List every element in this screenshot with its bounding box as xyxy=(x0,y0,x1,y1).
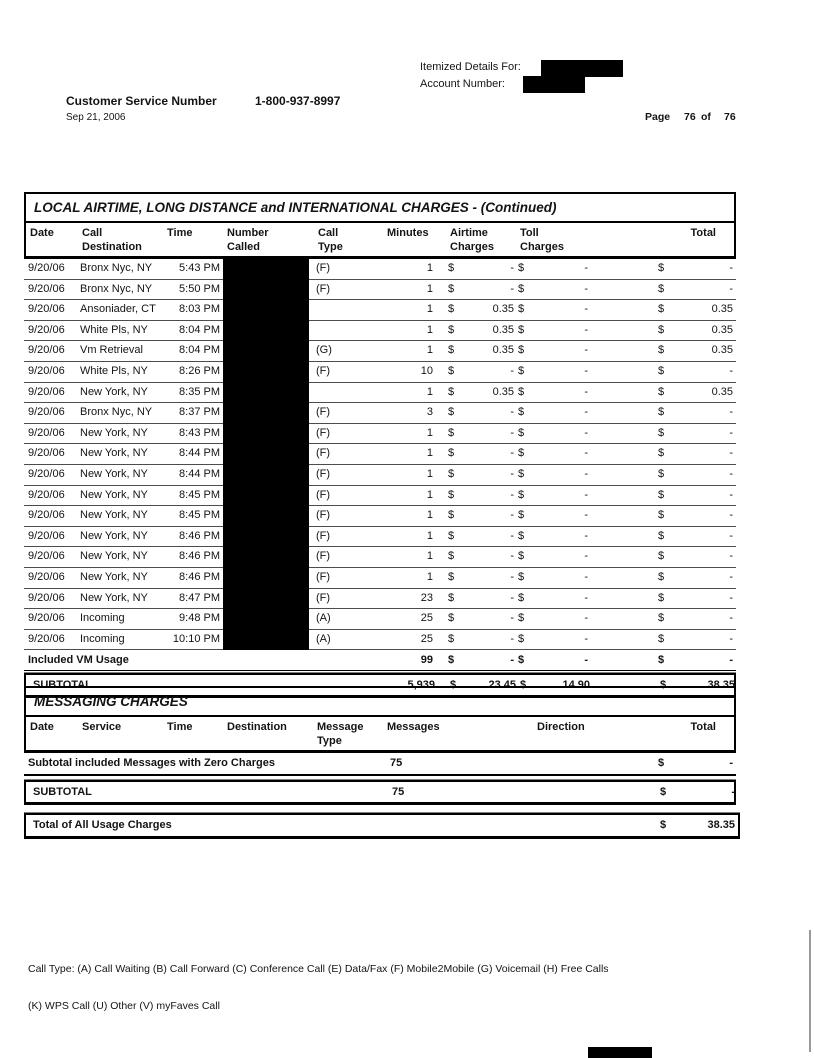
row-time: 8:46 PM xyxy=(179,529,220,542)
row-total: - xyxy=(729,509,733,522)
row-minutes: 1 xyxy=(426,426,433,439)
row-call-destination: Ansoniader, CT xyxy=(80,303,156,316)
customer-service-label: Customer Service Number xyxy=(66,94,217,108)
row-call-destination: New York, NY xyxy=(80,447,148,460)
row-airtime-dollar: $ xyxy=(448,447,455,460)
row-call-type: (F) xyxy=(316,509,331,522)
row-time: 8:03 PM xyxy=(179,303,220,316)
redaction-mark-bottom xyxy=(588,1047,652,1058)
airtime-table-title: LOCAL AIRTIME, LONG DISTANCE and INTERNATIONAL CHARGES - (Continued) xyxy=(24,192,736,223)
row-call-type: (F) xyxy=(316,262,331,274)
row-toll-charge: - xyxy=(584,550,588,563)
row-toll-charge: - xyxy=(584,488,588,501)
row-total-dollar: $ xyxy=(658,303,665,316)
table-row xyxy=(24,300,736,321)
row-airtime-charge: 0.35 xyxy=(492,344,514,357)
row-time: 8:46 PM xyxy=(179,550,220,563)
row-time: 8:45 PM xyxy=(179,488,220,501)
row-minutes: 1 xyxy=(426,509,433,522)
row-time: 8:47 PM xyxy=(179,591,220,604)
row-airtime-charge: - xyxy=(510,529,514,542)
row-total: - xyxy=(729,529,733,542)
row-airtime-dollar: $ xyxy=(448,282,455,295)
row-minutes: 1 xyxy=(426,570,433,583)
row-call-destination: New York, NY xyxy=(80,570,148,583)
row-toll-dollar: $ xyxy=(518,447,525,460)
row-airtime-charge: - xyxy=(510,447,514,460)
row-minutes: 1 xyxy=(426,385,433,398)
col-header-total: Total xyxy=(690,721,716,733)
row-minutes: 1 xyxy=(426,303,433,316)
row-airtime-charge: - xyxy=(510,488,514,501)
row-toll-dollar: $ xyxy=(518,529,525,542)
row-total-dollar: $ xyxy=(658,550,665,563)
col-header-date: Date xyxy=(30,721,54,733)
row-total: 0.35 xyxy=(711,385,733,398)
row-call-destination: White Pls, NY xyxy=(80,364,148,377)
row-call-type: (F) xyxy=(316,406,331,419)
row-call-destination: New York, NY xyxy=(80,488,148,501)
row-date: 9/20/06 xyxy=(28,364,65,377)
table-row xyxy=(24,486,736,507)
row-airtime-charge: - xyxy=(510,282,514,295)
row-date: 9/20/06 xyxy=(28,323,65,336)
messaging-table-title: MESSAGING CHARGES xyxy=(24,686,736,717)
row-total: - xyxy=(729,612,733,625)
statement-date: Sep 21, 2006 xyxy=(66,112,126,123)
row-total: 0.35 xyxy=(711,323,733,336)
row-airtime-charge: - xyxy=(510,509,514,522)
row-minutes: 25 xyxy=(420,632,433,645)
row-total: - xyxy=(729,550,733,563)
row-airtime-dollar: $ xyxy=(448,323,455,336)
row-airtime-dollar: $ xyxy=(448,344,455,357)
row-total-dollar: $ xyxy=(658,426,665,439)
row-call-destination: White Pls, NY xyxy=(80,323,148,336)
airtime-rows xyxy=(24,259,736,650)
row-call-type: (G) xyxy=(316,344,332,357)
row-total-dollar: $ xyxy=(658,262,665,274)
col-header-time: Time xyxy=(167,721,193,733)
row-date: 9/20/06 xyxy=(28,303,65,316)
row-total: - xyxy=(729,488,733,501)
row-date: 9/20/06 xyxy=(28,426,65,439)
table-row xyxy=(24,506,736,527)
row-time: 8:43 PM xyxy=(179,426,220,439)
row-toll-dollar: $ xyxy=(518,570,525,583)
messaging-charges-table xyxy=(24,686,736,804)
table-row xyxy=(24,568,736,589)
col-header-airtime-charges: Airtime Charges xyxy=(450,227,495,253)
row-airtime-charge: - xyxy=(510,550,514,563)
row-toll-charge: - xyxy=(584,467,588,480)
included-vm-usage-row: Included VM Usage 99 $ - $ - $ - xyxy=(24,650,736,671)
zero-charges-label: Subtotal included Messages with Zero Charges xyxy=(28,757,275,769)
table-row xyxy=(24,547,736,568)
row-toll-dollar: $ xyxy=(518,509,525,522)
row-toll-dollar: $ xyxy=(518,632,525,645)
row-toll-charge: - xyxy=(584,529,588,542)
row-date: 9/20/06 xyxy=(28,385,65,398)
redacted-number-called-column xyxy=(223,259,309,650)
row-total-dollar: $ xyxy=(658,385,665,398)
row-date: 9/20/06 xyxy=(28,447,65,460)
col-header-time: Time xyxy=(167,227,193,239)
row-toll-charge: - xyxy=(584,303,588,316)
row-total-dollar: $ xyxy=(658,406,665,419)
row-toll-charge: - xyxy=(584,364,588,377)
row-time: 10:10 PM xyxy=(172,632,220,645)
row-toll-dollar: $ xyxy=(518,550,525,563)
row-airtime-charge: 0.35 xyxy=(492,303,514,316)
col-header-call-destination: Call Destination xyxy=(82,227,142,253)
col-header-date: Date xyxy=(30,227,54,239)
table-row xyxy=(24,362,736,383)
row-total: - xyxy=(729,632,733,645)
table-row xyxy=(24,609,736,630)
total-usage-charges-label: Total of All Usage Charges xyxy=(33,819,172,831)
row-call-type: (F) xyxy=(316,488,331,501)
col-header-call-type: Call Type xyxy=(318,227,343,253)
row-airtime-dollar: $ xyxy=(448,612,455,625)
table-row xyxy=(24,465,736,486)
row-airtime-dollar: $ xyxy=(448,303,455,316)
call-type-legend-line1: Call Type: (A) Call Waiting (B) Call Forward (C) Conference Call (E) Data/Fax (F) Mobile2Mobile (G) Voicemail (H) Free Calls xyxy=(28,963,609,975)
row-toll-dollar: $ xyxy=(518,406,525,419)
table-row xyxy=(24,403,736,424)
redacted-customer-name xyxy=(541,60,623,77)
row-total: - xyxy=(729,591,733,604)
row-date: 9/20/06 xyxy=(28,262,65,274)
row-call-destination: Bronx Nyc, NY xyxy=(80,282,153,295)
row-minutes: 1 xyxy=(426,488,433,501)
row-call-destination: New York, NY xyxy=(80,529,148,542)
page-label: Page xyxy=(645,111,671,123)
page-current: 76 xyxy=(684,111,696,123)
row-airtime-charge: - xyxy=(510,426,514,439)
row-toll-charge: - xyxy=(584,426,588,439)
row-airtime-charge: - xyxy=(510,612,514,625)
row-call-type: (F) xyxy=(316,591,331,604)
row-call-destination: New York, NY xyxy=(80,385,148,398)
row-call-type: (A) xyxy=(316,612,331,625)
table-row xyxy=(24,444,736,465)
row-airtime-dollar: $ xyxy=(448,385,455,398)
row-time: 9:48 PM xyxy=(179,612,220,625)
row-airtime-charge: - xyxy=(510,591,514,604)
row-time: 8:37 PM xyxy=(179,406,220,419)
call-type-legend-line2: (K) WPS Call (U) Other (V) myFaves Call xyxy=(28,1000,220,1012)
row-date: 9/20/06 xyxy=(28,632,65,645)
row-call-type: (F) xyxy=(316,550,331,563)
row-airtime-dollar: $ xyxy=(448,550,455,563)
airtime-table-header xyxy=(24,223,736,259)
row-time: 8:46 PM xyxy=(179,570,220,583)
row-toll-dollar: $ xyxy=(518,488,525,501)
col-header-number-called: Number Called xyxy=(227,227,269,253)
row-call-type: (F) xyxy=(316,570,331,583)
messaging-subtotal-row: SUBTOTAL 75 $ - xyxy=(24,780,736,804)
table-row xyxy=(24,341,736,362)
row-toll-charge: - xyxy=(584,282,588,295)
row-call-type: (F) xyxy=(316,426,331,439)
row-time: 8:26 PM xyxy=(179,364,220,377)
airtime-subtotal-row: SUBTOTAL 5,939 $ 23.45 $ 14.90 $ 38.35 xyxy=(24,673,736,697)
row-toll-dollar: $ xyxy=(518,467,525,480)
row-date: 9/20/06 xyxy=(28,467,65,480)
row-date: 9/20/06 xyxy=(28,406,65,419)
row-toll-charge: - xyxy=(584,612,588,625)
row-toll-dollar: $ xyxy=(518,426,525,439)
row-time: 5:50 PM xyxy=(179,282,220,295)
row-total-dollar: $ xyxy=(658,323,665,336)
scan-artifact-line xyxy=(809,930,811,1052)
row-toll-charge: - xyxy=(584,447,588,460)
row-toll-dollar: $ xyxy=(518,344,525,357)
row-toll-charge: - xyxy=(584,406,588,419)
row-toll-dollar: $ xyxy=(518,282,525,295)
row-minutes: 1 xyxy=(426,529,433,542)
col-header-service: Service xyxy=(82,721,122,733)
row-airtime-dollar: $ xyxy=(448,262,455,274)
row-airtime-charge: 0.35 xyxy=(492,385,514,398)
row-toll-charge: - xyxy=(584,344,588,357)
col-header-messages: Messages xyxy=(387,721,440,733)
row-minutes: 1 xyxy=(426,323,433,336)
row-total: - xyxy=(729,406,733,419)
row-total-dollar: $ xyxy=(658,591,665,604)
col-header-toll-charges: Toll Charges xyxy=(520,227,565,253)
row-airtime-dollar: $ xyxy=(448,426,455,439)
row-toll-charge: - xyxy=(584,591,588,604)
row-airtime-dollar: $ xyxy=(448,406,455,419)
row-total: - xyxy=(729,262,733,274)
row-airtime-dollar: $ xyxy=(448,364,455,377)
row-toll-dollar: $ xyxy=(518,323,525,336)
row-time: 8:35 PM xyxy=(179,385,220,398)
row-call-destination: Bronx Nyc, NY xyxy=(80,262,153,274)
row-date: 9/20/06 xyxy=(28,344,65,357)
table-row xyxy=(24,589,736,610)
row-total-dollar: $ xyxy=(658,447,665,460)
col-header-total: Total xyxy=(690,227,716,239)
vm-usage-label: Included VM Usage xyxy=(28,654,129,667)
col-header-message-type: Message Type xyxy=(317,721,364,747)
row-toll-charge: - xyxy=(584,262,588,274)
row-minutes: 1 xyxy=(426,467,433,480)
page-total: 76 xyxy=(724,111,736,123)
row-call-destination: New York, NY xyxy=(80,550,148,563)
row-airtime-charge: 0.35 xyxy=(492,323,514,336)
row-minutes: 3 xyxy=(426,406,433,419)
row-toll-dollar: $ xyxy=(518,591,525,604)
row-time: 8:04 PM xyxy=(179,344,220,357)
row-date: 9/20/06 xyxy=(28,488,65,501)
row-toll-charge: - xyxy=(584,632,588,645)
table-row xyxy=(24,321,736,342)
row-toll-charge: - xyxy=(584,323,588,336)
row-toll-dollar: $ xyxy=(518,262,525,274)
row-airtime-charge: - xyxy=(510,364,514,377)
row-total-dollar: $ xyxy=(658,282,665,295)
table-row xyxy=(24,527,736,548)
row-total: - xyxy=(729,364,733,377)
row-call-type: (F) xyxy=(316,529,331,542)
table-row xyxy=(24,259,736,280)
row-total-dollar: $ xyxy=(658,509,665,522)
row-time: 8:45 PM xyxy=(179,509,220,522)
row-airtime-dollar: $ xyxy=(448,488,455,501)
row-time: 5:43 PM xyxy=(179,262,220,274)
row-total: - xyxy=(729,447,733,460)
row-date: 9/20/06 xyxy=(28,591,65,604)
messaging-subtotal-label: SUBTOTAL xyxy=(33,786,92,798)
row-airtime-dollar: $ xyxy=(448,591,455,604)
row-airtime-dollar: $ xyxy=(448,570,455,583)
row-total: - xyxy=(729,570,733,583)
row-toll-charge: - xyxy=(584,385,588,398)
row-total: 0.35 xyxy=(711,344,733,357)
row-call-type: (F) xyxy=(316,467,331,480)
row-minutes: 1 xyxy=(426,262,433,274)
row-total-dollar: $ xyxy=(658,570,665,583)
airtime-subtotal-label: SUBTOTAL xyxy=(33,679,92,692)
row-date: 9/20/06 xyxy=(28,570,65,583)
table-row xyxy=(24,424,736,445)
row-minutes: 25 xyxy=(420,612,433,625)
table-row xyxy=(24,630,736,651)
row-time: 8:04 PM xyxy=(179,323,220,336)
row-date: 9/20/06 xyxy=(28,550,65,563)
row-toll-dollar: $ xyxy=(518,612,525,625)
row-toll-dollar: $ xyxy=(518,303,525,316)
airtime-charges-table xyxy=(24,192,736,697)
row-call-destination: Incoming xyxy=(80,632,125,645)
row-airtime-dollar: $ xyxy=(448,632,455,645)
row-minutes: 1 xyxy=(426,447,433,460)
row-call-type: (F) xyxy=(316,447,331,460)
row-minutes: 1 xyxy=(426,550,433,563)
row-toll-charge: - xyxy=(584,570,588,583)
row-total-dollar: $ xyxy=(658,632,665,645)
row-call-type: (F) xyxy=(316,282,331,295)
row-total-dollar: $ xyxy=(658,612,665,625)
row-call-destination: New York, NY xyxy=(80,467,148,480)
row-call-destination: Incoming xyxy=(80,612,125,625)
row-airtime-charge: - xyxy=(510,406,514,419)
row-total: 0.35 xyxy=(711,303,733,316)
row-time: 8:44 PM xyxy=(179,447,220,460)
row-airtime-charge: - xyxy=(510,262,514,274)
row-call-type: (F) xyxy=(316,364,331,377)
row-airtime-dollar: $ xyxy=(448,529,455,542)
row-minutes: 10 xyxy=(420,364,433,377)
redacted-account-number xyxy=(523,76,585,93)
row-date: 9/20/06 xyxy=(28,529,65,542)
customer-service-number: 1-800-937-8997 xyxy=(255,94,341,108)
messaging-table-header xyxy=(24,717,736,753)
row-airtime-dollar: $ xyxy=(448,467,455,480)
row-toll-dollar: $ xyxy=(518,385,525,398)
account-number-label: Account Number: xyxy=(420,78,505,90)
col-header-direction: Direction xyxy=(537,721,585,733)
col-header-destination: Destination xyxy=(227,721,287,733)
row-total-dollar: $ xyxy=(658,467,665,480)
itemized-details-label: Itemized Details For: xyxy=(420,61,521,73)
row-total: - xyxy=(729,426,733,439)
row-total: - xyxy=(729,467,733,480)
row-total: - xyxy=(729,282,733,295)
row-call-destination: New York, NY xyxy=(80,509,148,522)
row-total-dollar: $ xyxy=(658,529,665,542)
row-airtime-charge: - xyxy=(510,570,514,583)
row-airtime-dollar: $ xyxy=(448,509,455,522)
page-of: of xyxy=(701,111,711,123)
row-total-dollar: $ xyxy=(658,364,665,377)
total-usage-charges-row: Total of All Usage Charges $ 38.35 xyxy=(24,813,740,838)
row-toll-charge: - xyxy=(584,509,588,522)
row-date: 9/20/06 xyxy=(28,612,65,625)
table-row xyxy=(24,383,736,404)
row-date: 9/20/06 xyxy=(28,509,65,522)
row-call-type: (A) xyxy=(316,632,331,645)
row-minutes: 23 xyxy=(420,591,433,604)
row-total-dollar: $ xyxy=(658,488,665,501)
row-minutes: 1 xyxy=(426,344,433,357)
row-call-destination: New York, NY xyxy=(80,591,148,604)
row-call-destination: Bronx Nyc, NY xyxy=(80,406,153,419)
row-date: 9/20/06 xyxy=(28,282,65,295)
table-row xyxy=(24,280,736,301)
row-airtime-charge: - xyxy=(510,632,514,645)
row-toll-dollar: $ xyxy=(518,364,525,377)
messaging-zero-charges-row: Subtotal included Messages with Zero Charges 75 $ - xyxy=(24,753,736,776)
row-minutes: 1 xyxy=(426,282,433,295)
row-call-destination: Vm Retrieval xyxy=(80,344,143,357)
row-airtime-charge: - xyxy=(510,467,514,480)
col-header-minutes: Minutes xyxy=(387,227,429,239)
row-time: 8:44 PM xyxy=(179,467,220,480)
row-call-destination: New York, NY xyxy=(80,426,148,439)
row-total-dollar: $ xyxy=(658,344,665,357)
